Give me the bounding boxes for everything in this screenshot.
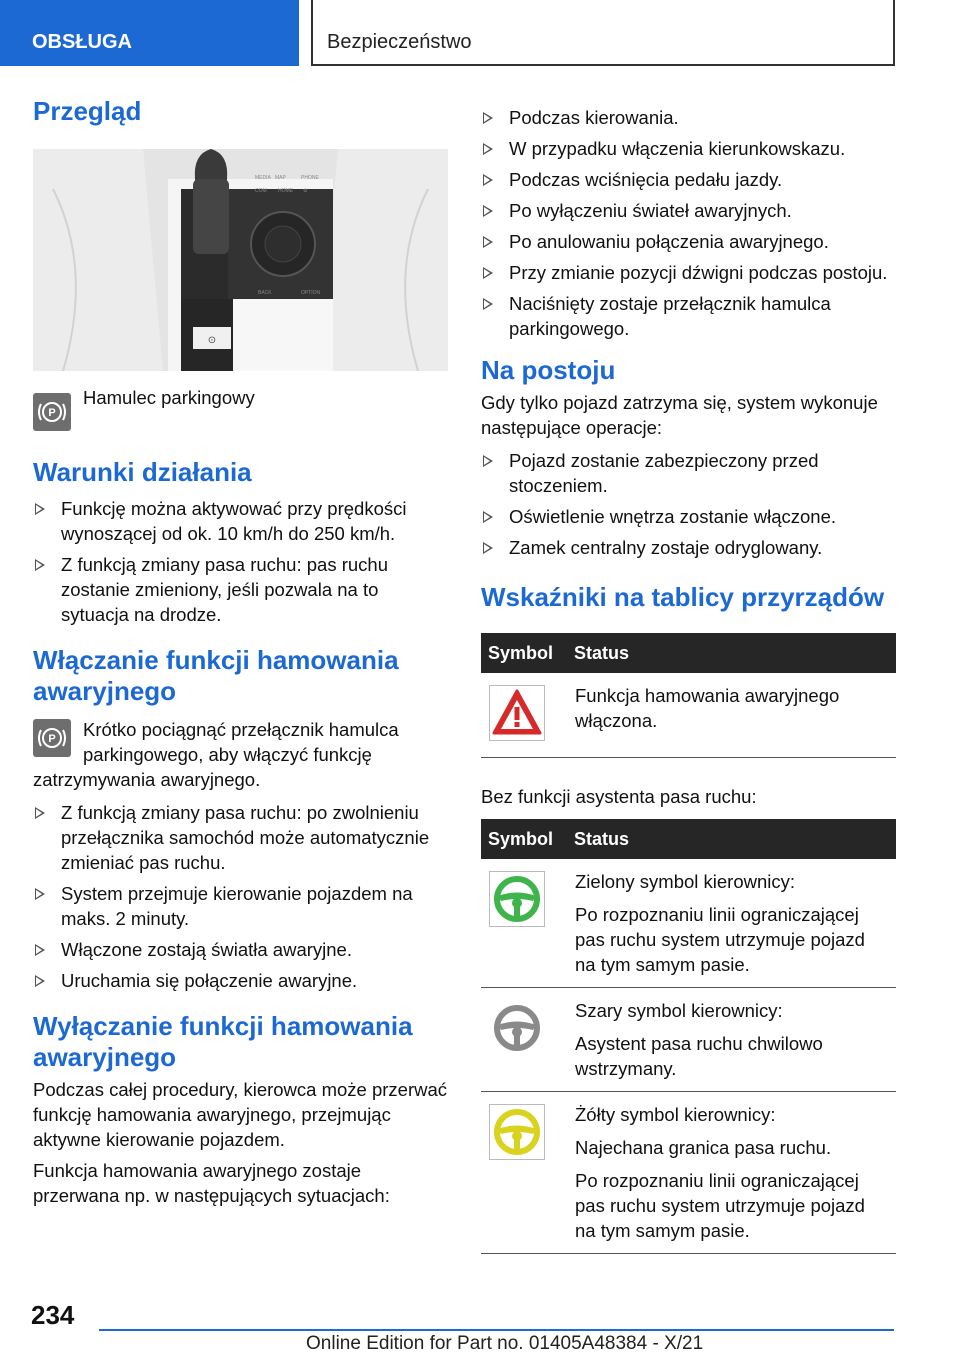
situations-list <box>481 105 896 341</box>
section-tab: OBSŁUGA <box>0 0 299 66</box>
status-cell: Żółty symbol kierownicy: Najechana granica pasa ruchu. Po rozpoznaniu linii ograniczającej pas ruchu system utrzymuje pojazd na tym samym pasie. <box>567 1092 896 1254</box>
svg-text:P: P <box>48 733 56 745</box>
svg-text:⚙: ⚙ <box>303 188 308 194</box>
bullet-arrow-icon <box>35 888 45 900</box>
photo-caption: Hamulec parkingowy <box>83 387 255 408</box>
svg-text:BACK: BACK <box>258 290 272 296</box>
bullet-arrow-icon <box>483 298 493 310</box>
bullet-arrow-icon <box>35 944 45 956</box>
conditions-heading: Warunki działania <box>33 457 252 487</box>
caption-row <box>33 387 448 433</box>
indicators-heading: Wskaźniki na tablicy przyrządów <box>481 582 885 612</box>
bullet-arrow-icon <box>35 975 45 987</box>
svg-text:COM: COM <box>255 188 267 194</box>
gear-selector-photo <box>33 149 448 371</box>
list-item: Uruchamia się połączenie awaryjne. <box>33 968 448 993</box>
status-cell: Funkcja hamowania awaryjnego włączona. <box>567 673 896 758</box>
bullet-arrow-icon <box>483 455 493 467</box>
list-item: Z funkcją zmiany pasa ruchu: po zwolnieniu przełącznika samochód może automatycznie zmieniać pas ruchu. <box>33 800 448 875</box>
page-number: 234 <box>31 1300 75 1330</box>
gray-steering-wheel-icon <box>489 1039 545 1060</box>
table-header-status: Status <box>567 819 896 859</box>
chapter-title: Bezpieczeństwo <box>311 0 895 66</box>
yellow-steering-wheel-icon <box>489 1143 545 1164</box>
list-item: Podczas kierowania. <box>481 105 896 130</box>
list-item: Po anulowaniu połączenia awaryjnego. <box>481 229 896 254</box>
activate-list <box>33 800 448 993</box>
deactivate-heading: Wyłączanie funkcji hamowania awaryjnego <box>33 1011 413 1072</box>
list-item: Podczas wciśnięcia pedału jazdy. <box>481 167 896 192</box>
standstill-text: Gdy tylko pojazd zatrzyma się, system wykonuje następujące operacje: <box>481 392 878 438</box>
activate-text: Krótko pociągnąć przełącznik hamulca parkingowego, aby włączyć funkcję zatrzymywania awaryjnego. <box>33 719 399 790</box>
table-header-status: Status <box>567 633 896 673</box>
svg-text:MEDIA: MEDIA <box>255 175 271 181</box>
list-item: Włączone zostają światła awaryjne. <box>33 937 448 962</box>
status-table-2 <box>481 819 896 1254</box>
standstill-heading: Na postoju <box>481 355 616 385</box>
right-column <box>481 105 896 1254</box>
overview-heading: Przegląd <box>33 96 142 126</box>
list-item: Pojazd zostanie zabezpieczony przed stoczeniem. <box>481 448 896 498</box>
bullet-arrow-icon <box>483 542 493 554</box>
table-header-symbol: Symbol <box>481 633 567 673</box>
list-item: Zamek centralny zostaje odryglowany. <box>481 535 896 560</box>
bullet-arrow-icon <box>483 511 493 523</box>
conditions-list <box>33 496 448 627</box>
footer-divider <box>99 1329 894 1331</box>
svg-text:HOME: HOME <box>278 188 293 194</box>
list-item: Naciśnięty zostaje przełącznik hamulca parkingowego. <box>481 291 896 341</box>
activate-heading: Włączanie funkcji hamowania awaryjnego <box>33 645 399 706</box>
parking-brake-icon <box>33 719 71 757</box>
status-table-1 <box>481 633 896 758</box>
svg-text:OPTION: OPTION <box>301 290 321 296</box>
bullet-arrow-icon <box>35 807 45 819</box>
list-item: Przy zmianie pozycji dźwigni podczas postoju. <box>481 260 896 285</box>
parking-brake-icon <box>33 393 71 431</box>
table-row <box>481 859 896 988</box>
list-item: Oświetlenie wnętrza zostanie włączone. <box>481 504 896 529</box>
table-row <box>481 988 896 1092</box>
list-item: System przejmuje kierowanie pojazdem na maks. 2 minuty. <box>33 881 448 931</box>
svg-text:⊙: ⊙ <box>207 335 217 346</box>
bullet-arrow-icon <box>483 205 493 217</box>
bullet-arrow-icon <box>483 267 493 279</box>
status-cell: Zielony symbol kierownicy: Po rozpoznaniu linii ograniczającej pas ruchu system utrzymuje pojazd na tym samym pasie. <box>567 859 896 988</box>
table-row <box>481 673 896 758</box>
bullet-arrow-icon <box>483 112 493 124</box>
page-header <box>0 0 960 66</box>
list-item: Funkcję można aktywować przy prędkości wynoszącej od ok. 10 km/h do 250 km/h. <box>33 496 448 546</box>
bullet-arrow-icon <box>483 174 493 186</box>
svg-text:P: P <box>48 407 56 419</box>
left-column <box>33 96 448 1208</box>
bullet-arrow-icon <box>35 559 45 571</box>
no-lane-text: Bez funkcji asystenta pasa ruchu: <box>481 786 757 807</box>
green-steering-wheel-icon <box>489 910 545 931</box>
standstill-list <box>481 448 896 560</box>
list-item: Z funkcją zmiany pasa ruchu: pas ruchu zostanie zmieniony, jeśli pozwala na to sytuacja na drodze. <box>33 552 448 627</box>
deactivate-paragraph-2: Funkcja hamowania awaryjnego zostaje przerwana np. w następujących sytuacjach: <box>33 1160 390 1206</box>
bullet-arrow-icon <box>483 236 493 248</box>
list-item: W przypadku włączenia kierunkowskazu. <box>481 136 896 161</box>
edition-text: Online Edition for Part no. 01405A48384 - X/21 <box>306 1333 704 1354</box>
status-cell: Szary symbol kierownicy: Asystent pasa ruchu chwilowo wstrzymany. <box>567 988 896 1092</box>
table-row <box>481 1092 896 1254</box>
table-header-symbol: Symbol <box>481 819 567 859</box>
activate-intro <box>33 717 448 792</box>
list-item: Po wyłączeniu świateł awaryjnych. <box>481 198 896 223</box>
deactivate-paragraph-1: Podczas całej procedury, kierowca może przerwać funkcję hamowania awaryjnego, przejmując aktywne kierowanie pojazdem. <box>33 1079 448 1150</box>
svg-text:MAP: MAP <box>275 175 286 181</box>
bullet-arrow-icon <box>483 143 493 155</box>
svg-text:PHONE: PHONE <box>301 175 319 181</box>
warning-triangle-icon <box>489 724 545 745</box>
bullet-arrow-icon <box>35 503 45 515</box>
